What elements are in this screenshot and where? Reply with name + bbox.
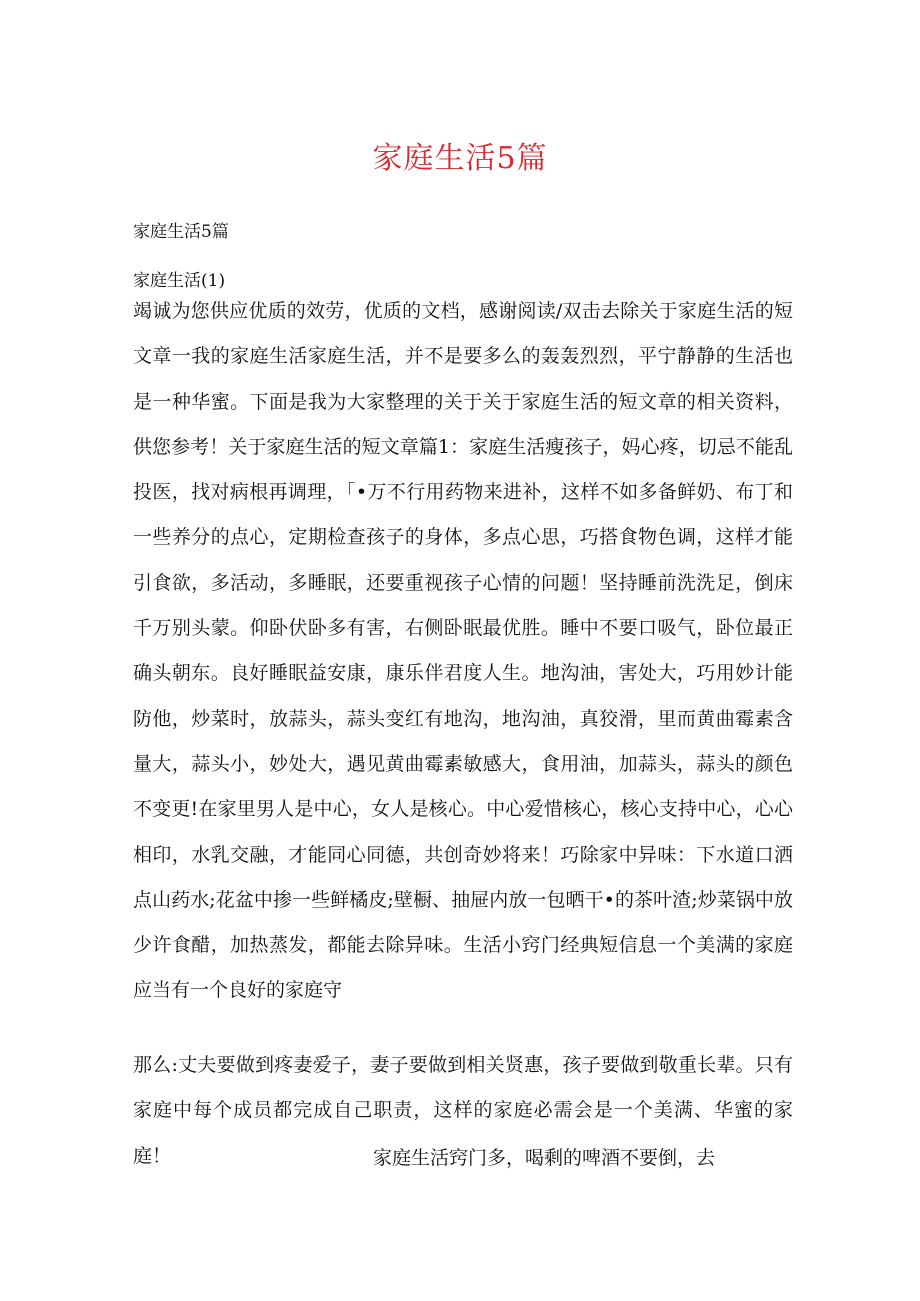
section-heading: 家庭生活(1) [133, 271, 226, 291]
page-title: 家庭生活5篇 [372, 141, 548, 176]
body-paragraph-3: 家庭生活窍门多，喝剩的啤酒不要倒，去 [373, 1147, 716, 1169]
body-paragraph-2: 那么:丈夫要做到疼妻爱子，妻子要做到相关贤惠，孩子要做到敬重长辈。只有家庭中每个成员都完成自己职责，这样的家庭必需会是一个美满、华蜜的家庭！ [133, 1054, 793, 1167]
body-paragraph-1: 竭诚为您供应优质的效劳，优质的文档，感谢阅读/双击去除关于家庭生活的短文章一我的家庭生活家庭生活，并不是要多么的轰轰烈烈，平宁静静的生活也是一种华蜜。下面是我为大家整理的关于关于家庭生活的短文章的相关资料，供您参考！关于家庭生活的短文章篇1：家庭生活瘦孩子，妈心疼，切忌不能乱投医，找对病根再调理，「•万不行用药物来进补，这样不如多备鲜奶、布丁和一些养分的点心，定期检查孩子的身体，多点心思，巧搭食物色调，这样才能引食欲，多活动，多睡眠，还要重视孩子心情的问题！坚持睡前洗洗足，倒床千万别头蒙。仰卧伏卧多有害，右侧卧眠最优胜。睡中不要口吸气，卧位最正确头朝东。良好睡眠益安康，康乐伴君度人生。地沟油，害处大，巧用妙计能防他，炒菜时，放蒜头，蒜头变红有地沟，地沟油，真狡滑，里而黄曲霉素含量大，蒜头小，妙处大，遇见黄曲霉素敏感大，食用油，加蒜头，蒜头的颜色不变更!在家里男人是中心，女人是核心。中心爱惜核心，核心支持中心，心心相印，水乳交融，才能同心同德，共创奇妙将来！巧除家中异味：下水道口洒点山药水;花盆中掺一些鲜橘皮;壁橱、抽屉内放一包晒干•的茶叶渣;炒菜锅中放少许食醋，加热蒸发，都能去除异味。生活小窍门经典短信息一个美满的家庭应当有一个良好的家庭守 [133, 300, 793, 1002]
document-subtitle: 家庭生活5篇 [133, 222, 229, 242]
